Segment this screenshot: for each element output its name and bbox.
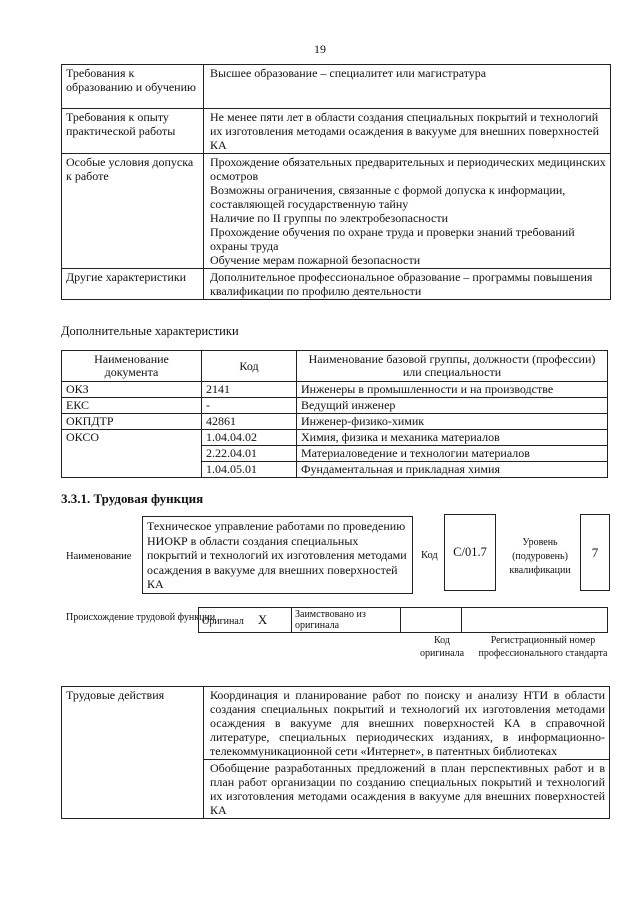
borrowed-cell: Заимствовано из оригинала xyxy=(292,608,401,633)
additional-title: Дополнительные характеристики xyxy=(61,324,239,338)
table-row xyxy=(62,430,608,446)
row-label: Трудовые действия xyxy=(62,687,204,819)
original-mark: X xyxy=(257,611,268,627)
table-row xyxy=(62,269,611,300)
cell-code: 2.22.04.01 xyxy=(202,446,297,462)
cell-name: Инженер-физико-химик xyxy=(297,414,608,430)
cell-code: - xyxy=(202,398,297,414)
original-label: Оригинал xyxy=(202,615,244,627)
table-row xyxy=(62,414,608,430)
condition-line: Возможны ограничения, связанные с формой допуска к информации, составляющей государственную тайну xyxy=(210,183,566,211)
row-label: Особые условия допуска к работе xyxy=(62,154,204,269)
level-label: Уровень (подуровень) квалификации xyxy=(509,537,571,576)
level-box: 7 xyxy=(580,514,610,591)
cell-name: Фундаментальная и прикладная химия xyxy=(297,462,608,478)
row-value xyxy=(204,154,611,269)
original-code-caption: Код оригинала xyxy=(419,635,465,659)
table-row xyxy=(62,109,611,154)
additional-characteristics-table xyxy=(61,350,608,478)
condition-line: Прохождение обучения по охране труда и проверки знаний требований охраны труда xyxy=(210,225,575,253)
row-value: Дополнительное профессиональное образование – программы повышения квалификации по профилю деятельности xyxy=(204,269,611,300)
row-label: Другие характеристики xyxy=(62,269,204,300)
labor-actions-table xyxy=(61,686,610,819)
row-label: Требования к опыту практической работы xyxy=(62,109,204,154)
row-value: Высшее образование – специалитет или магистратура xyxy=(204,65,611,109)
table-row xyxy=(62,382,608,398)
cell-name: Материаловедение и технологии материалов xyxy=(297,446,608,462)
original-cell xyxy=(199,608,292,633)
table-row xyxy=(62,398,608,414)
origin-table xyxy=(198,607,608,633)
cell-code: 1.04.05.01 xyxy=(202,462,297,478)
condition-line: Прохождение обязательных предварительных и периодических медицинских осмотров xyxy=(210,155,606,183)
condition-line: Обучение мерам пожарной безопасности xyxy=(210,253,421,267)
cell-name: Инженеры в промышленности и на производстве xyxy=(297,382,608,398)
cell-name: Ведущий инженер xyxy=(297,398,608,414)
row-value: Не менее пяти лет в области создания специальных покрытий и технологий их изготовления методами осаждения в вакууме для внешних поверхностей КА xyxy=(204,109,611,154)
cell-code: 2141 xyxy=(202,382,297,398)
requirements-table xyxy=(61,64,611,300)
cell-doc: ОКСО xyxy=(62,430,202,478)
name-label: Наименование xyxy=(66,551,132,562)
action-item: Координация и планирование работ по поиску и анализу НТИ в области создания специальных покрытий и технологий их изготовления методами осаждения в вакууме для внешних поверхностей КА в справочной литературе, специальных периодических изданиях, в информационно-телекоммуникационной сети «Интернет», в патентных библиотеках xyxy=(204,687,610,760)
table-row xyxy=(62,65,611,109)
header-row xyxy=(62,351,608,382)
code-label: Код xyxy=(421,550,438,561)
function-code-box: C/01.7 xyxy=(444,514,496,591)
cell-code: 42861 xyxy=(202,414,297,430)
cell-doc: ОКЗ xyxy=(62,382,202,398)
cell-doc: ОКПДТР xyxy=(62,414,202,430)
table-row xyxy=(199,608,608,633)
header-doc: Наименование документа xyxy=(62,351,202,382)
row-label: Требования к образованию и обучению xyxy=(62,65,204,109)
cell-doc: ЕКС xyxy=(62,398,202,414)
table-row xyxy=(62,687,610,760)
condition-line: Наличие по II группы по электробезопасности xyxy=(210,211,448,225)
origin-label: Происхождение трудовой функции xyxy=(66,612,216,623)
action-item: Обобщение разработанных предложений в план перспективных работ и в план работ организации по созданию специальных покрытий и технологий их изготовления методами осаждения в вакууме для внешних поверхностей КА xyxy=(204,760,610,819)
table-row xyxy=(62,154,611,269)
function-name-box: Техническое управление работами по проведению НИОКР в области создания специальных покрытий и технологий их изготовления методами осаждения в вакууме для внешних поверхностей КА xyxy=(142,516,413,594)
registration-number-cell xyxy=(462,608,608,633)
registration-number-caption: Регистрационный номер профессионального стандарта xyxy=(478,635,608,659)
cell-name: Химия, физика и механика материалов xyxy=(297,430,608,446)
original-code-cell xyxy=(401,608,462,633)
page-number: 19 xyxy=(314,42,326,56)
header-code: Код xyxy=(202,351,297,382)
section-heading: 3.3.1. Трудовая функция xyxy=(61,491,204,506)
header-name: Наименование базовой группы, должности (профессии) или специальности xyxy=(297,351,608,382)
cell-code: 1.04.04.02 xyxy=(202,430,297,446)
